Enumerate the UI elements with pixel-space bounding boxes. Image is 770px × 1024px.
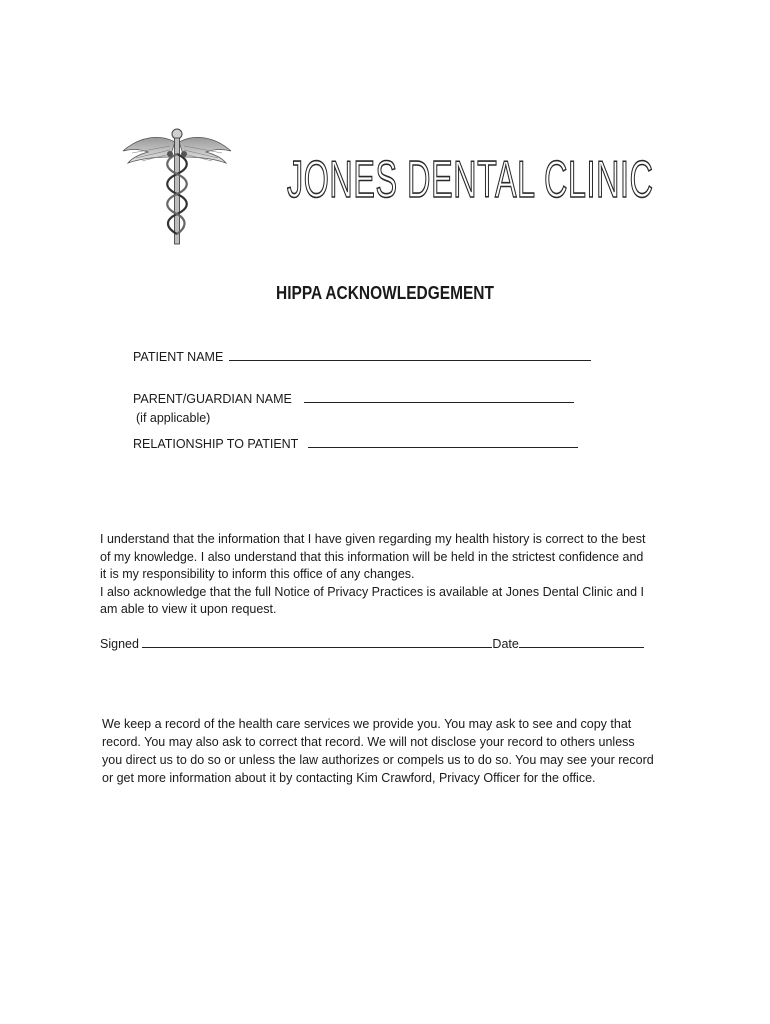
- records-notice-line: or get more information about it by contacting Kim Crawford, Privacy Officer for the office.: [102, 771, 596, 785]
- guardian-name-field: [133, 392, 574, 406]
- document-title: HIPPA ACKNOWLEDGEMENT: [276, 283, 494, 303]
- signature-line[interactable]: [142, 637, 492, 648]
- acknowledgement-line: I also acknowledge that the full Notice of Privacy Practices is available at Jones Dental Clinic and I: [100, 584, 645, 599]
- acknowledgement-paragraph: [100, 531, 645, 619]
- patient-name-label: PATIENT NAME: [133, 350, 224, 364]
- patient-name-line[interactable]: [229, 350, 591, 361]
- relationship-line[interactable]: [308, 437, 578, 448]
- records-notice-paragraph: [102, 715, 654, 787]
- acknowledgement-line: am able to view it upon request.: [100, 602, 277, 616]
- date-line[interactable]: [519, 637, 644, 648]
- records-notice-line: We keep a record of the health care services we provide you. You may ask to see and copy that: [102, 717, 632, 731]
- guardian-name-line[interactable]: [304, 392, 574, 403]
- records-notice-line: record. You may also ask to correct that record. We will not disclose your record to others unless: [102, 735, 635, 749]
- guardian-name-label: PARENT/GUARDIAN NAME: [133, 392, 292, 406]
- signed-label: Signed: [100, 637, 139, 651]
- date-label: Date: [492, 637, 519, 651]
- patient-name-field: [133, 350, 591, 364]
- acknowledgement-line: I understand that the information that I have given regarding my health history is correct to the best: [100, 532, 646, 546]
- guardian-note: (if applicable): [136, 411, 211, 425]
- acknowledgement-line: it is my responsibility to inform this office of any changes.: [100, 567, 415, 581]
- relationship-field: [133, 437, 578, 451]
- relationship-label: RELATIONSHIP TO PATIENT: [133, 437, 299, 451]
- acknowledgement-line: of my knowledge. I also understand that this information will be held in the strictest confidence and: [100, 549, 644, 564]
- clinic-name: JONES DENTAL CLINIC: [287, 151, 654, 209]
- records-notice-line: you direct us to do so or unless the law authorizes or compels us to do so. You may see your record: [102, 753, 654, 767]
- signature-row: [100, 637, 644, 651]
- caduceus-icon: [120, 124, 234, 246]
